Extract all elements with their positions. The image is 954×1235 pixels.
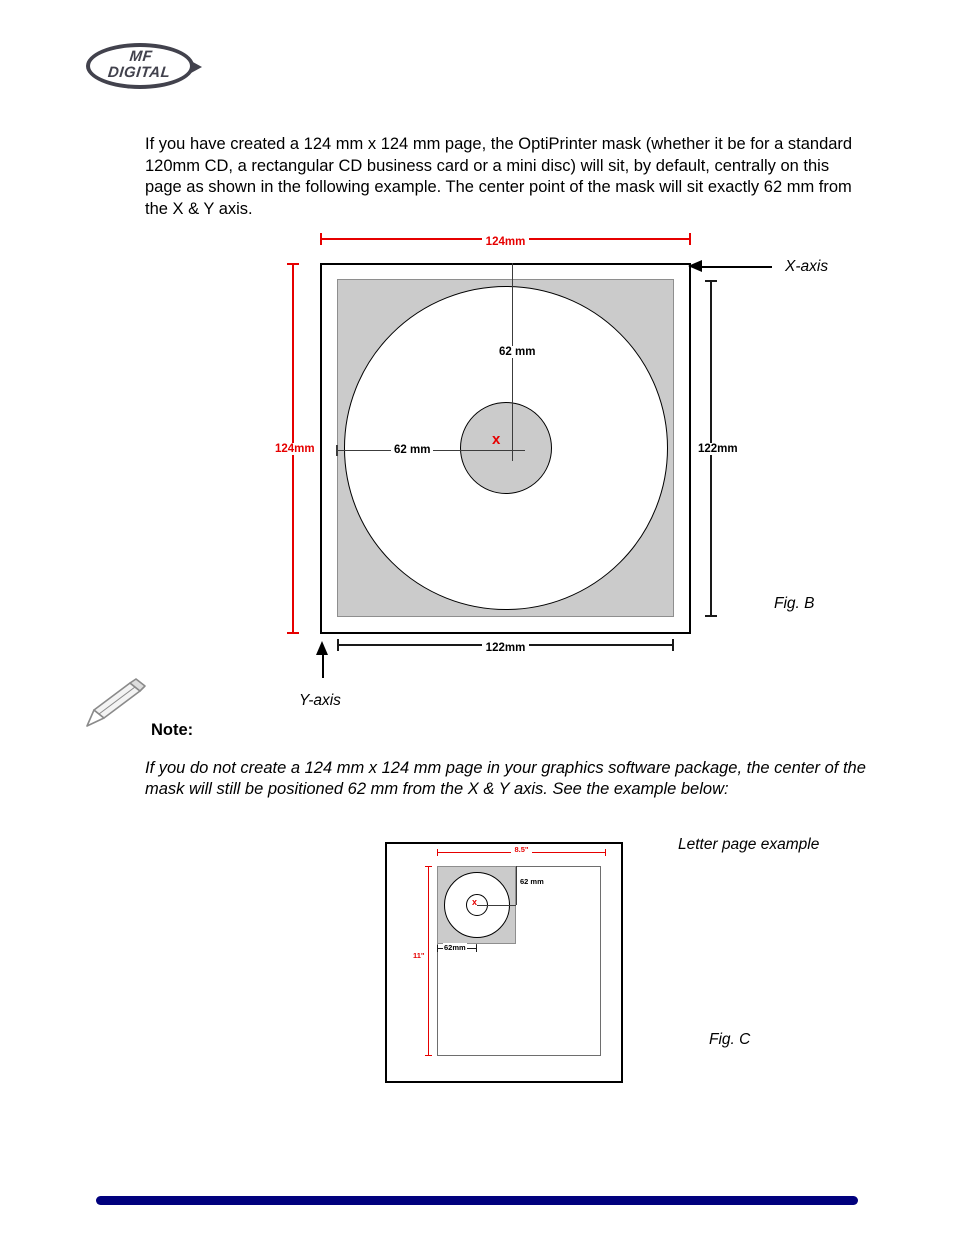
figc-height-dimension-label: 11" [413, 951, 425, 960]
y-axis-label: Y-axis [299, 692, 341, 709]
figb-vertical-center-line [512, 263, 513, 461]
logo-text [84, 49, 195, 81]
figb-horizontal-center-label: 62 mm [391, 444, 433, 456]
figb-right-dimension-label: 122mm [695, 443, 741, 455]
figb-disc-hub [460, 402, 552, 494]
figc-title: Letter page example [678, 836, 820, 853]
x-axis-arrow-line [700, 266, 772, 268]
x-axis-arrowhead-icon [688, 260, 702, 272]
figc-width-dimension-label: 8.5" [511, 845, 533, 854]
figb-vertical-center-label: 62 mm [496, 346, 538, 358]
intro-paragraph: If you have created a 124 mm x 124 mm page, the OptiPrinter mask (whether it be for a standard 120mm CD, a rectangular CD business card or a mini disc) will sit, by default, centrally on this page as shown in the following example. The center point of the mask will sit exactly 62 mm from the X & Y axis. [145, 135, 853, 218]
figc-vertical-center-label: 62 mm [520, 877, 544, 886]
figc-horizontal-center-label: 62mm [444, 943, 466, 952]
x-axis-label: X-axis [785, 258, 829, 275]
figc-center-marker: x [472, 897, 478, 907]
logo-line1: MF [128, 48, 154, 65]
note-label: Note: [151, 721, 194, 739]
footer-bar [96, 1196, 858, 1205]
mf-digital-logo [86, 40, 198, 94]
figb-left-dimension-label: 124mm [272, 443, 318, 455]
figb-center-marker: x [492, 431, 501, 448]
figc-vertical-center-line [516, 866, 517, 905]
pencil-icon [82, 674, 150, 737]
note-paragraph: If you do not create a 124 mm x 124 mm page in your graphics software package, the center of the mask will still be positioned 62 mm from the X & Y axis. See the example below: [145, 759, 866, 798]
figc-center-connector-h [477, 905, 516, 906]
figb-top-dimension-label-wrap [320, 232, 691, 250]
y-axis-arrow-line [322, 652, 324, 678]
figb-horizontal-center-tick [336, 445, 338, 456]
figb-top-dimension-label: 124mm [482, 236, 530, 248]
figc-caption: Fig. C [709, 1031, 751, 1048]
figb-bottom-dimension-label-wrap [337, 638, 674, 656]
logo-line2: DIGITAL [107, 64, 172, 81]
figb-caption: Fig. B [774, 595, 815, 612]
y-axis-arrowhead-icon [316, 641, 328, 655]
figc-width-dimension-label-wrap [437, 845, 606, 854]
figb-bottom-dimension-label: 122mm [482, 642, 530, 654]
figc-height-dimension-line [428, 866, 429, 1056]
